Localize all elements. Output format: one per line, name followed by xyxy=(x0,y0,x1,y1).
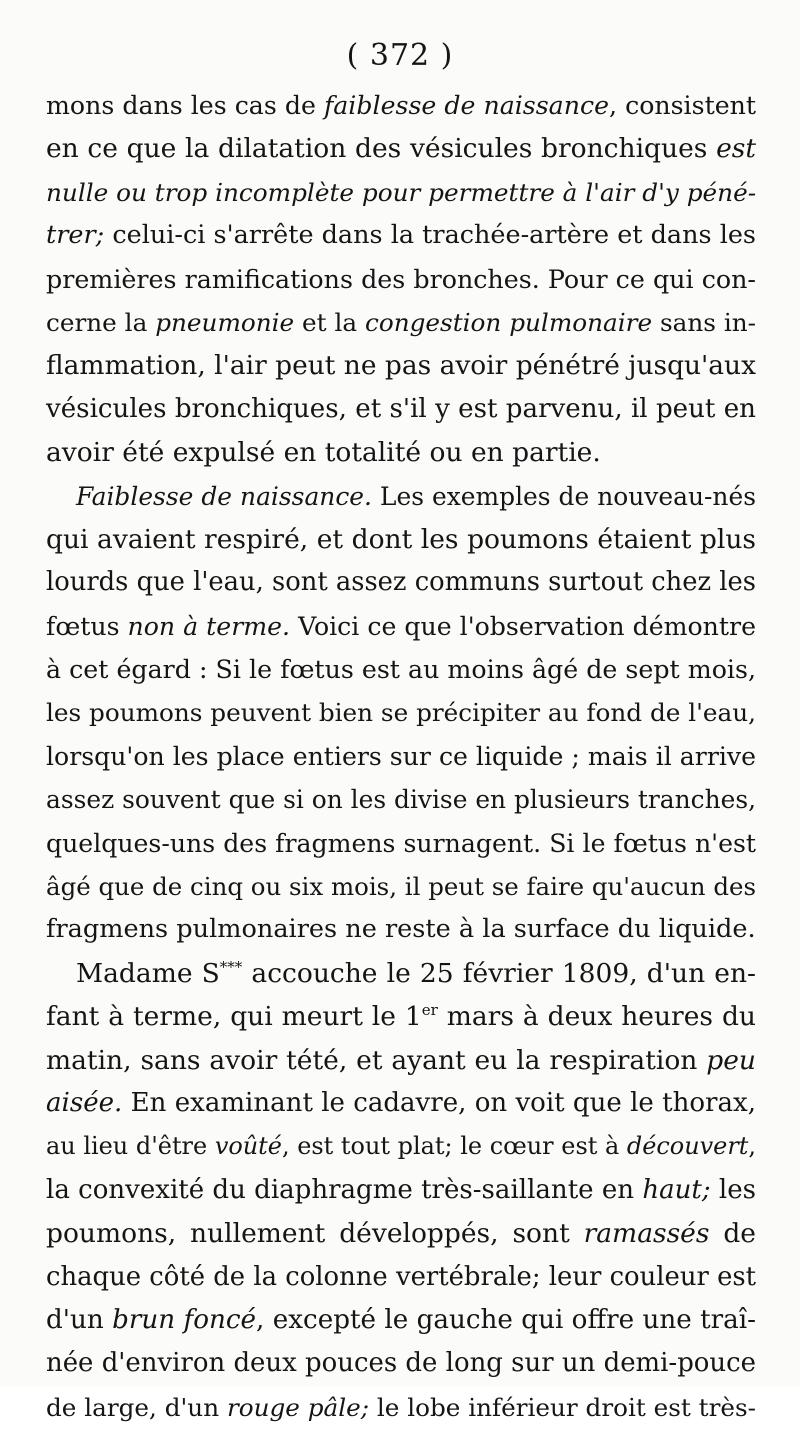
text-segment: accouche le 25 février 1809, d'un en- xyxy=(242,957,756,989)
text-line xyxy=(46,1082,756,1125)
text-line xyxy=(46,1169,756,1212)
text-segment: vésicules bronchiques, et s'il y est parvenu, il peut en xyxy=(46,393,756,424)
italic-text: est xyxy=(716,133,756,165)
text-line xyxy=(46,735,756,778)
italic-text: ramassés xyxy=(583,1218,710,1250)
italic-text: Faiblesse de naissance. xyxy=(76,481,372,511)
text-segment: mars à deux heures du xyxy=(437,1001,756,1033)
text-segment: née d'environ deux pouces de long sur un demi-pouce xyxy=(46,1348,756,1379)
text-segment: d'un xyxy=(46,1304,113,1335)
text-segment: les xyxy=(710,1174,756,1205)
text-line xyxy=(46,388,756,431)
text-line xyxy=(46,301,756,344)
italic-text: rouge pâle; xyxy=(226,1392,370,1422)
text-line xyxy=(46,1125,756,1168)
text-segment: lorsqu'on les place entiers sur ce liquide ; mais il arrive xyxy=(46,741,756,771)
italic-text: faiblesse de naissance xyxy=(323,91,610,120)
text-line xyxy=(46,127,756,170)
text-segment: , est tout plat; le cœur est à xyxy=(281,1132,627,1161)
italic-text: non à terme. xyxy=(127,611,291,641)
text-segment: chaque côté de la colonne vertébrale; leur couleur est xyxy=(46,1261,757,1292)
text-line xyxy=(46,475,756,518)
text-line xyxy=(46,214,756,257)
text-segment: de large, d'un xyxy=(46,1392,227,1422)
text-line xyxy=(46,258,756,301)
text-segment: avoir été expulsé en totalité ou en partie. xyxy=(46,437,601,469)
text-segment: et la xyxy=(294,307,365,337)
text-line xyxy=(46,691,756,734)
text-segment: mons dans les cas de xyxy=(46,91,324,120)
text-segment: celui-ci s'arrête dans la trachée-artère et dans les xyxy=(104,220,756,251)
text-line xyxy=(46,1212,756,1255)
italic-text: voûté xyxy=(214,1132,282,1161)
text-segment: , consistent xyxy=(609,91,757,120)
text-segment: fœtus xyxy=(46,611,128,641)
text-line xyxy=(46,1299,756,1342)
page-number-header: ( 372 ) xyxy=(346,38,454,73)
text-line xyxy=(46,778,756,821)
text-line xyxy=(46,1256,756,1299)
text-segment: Les exemples de nouveau-nés xyxy=(371,481,756,511)
italic-text: découvert xyxy=(626,1132,749,1161)
text-segment: cerne la xyxy=(46,307,156,337)
text-line xyxy=(46,605,756,648)
italic-text: pneumonie xyxy=(155,307,295,337)
text-segment: qui avaient respiré, et dont les poumons étaient plus xyxy=(46,523,756,555)
text-segment: premières ramifications des bronches. Pour ce qui con- xyxy=(46,263,756,294)
text-line xyxy=(46,84,756,127)
text-segment: quelques-uns des fragmens surnagent. Si le fœtus n'est xyxy=(46,828,756,858)
text-segment: fragmens pulmonaires ne reste à la surface du liquide. xyxy=(46,914,756,945)
text-segment: assez souvent que si on les divise en plusieurs tranches, xyxy=(46,785,756,815)
text-segment: Voici ce que l'observation démontre xyxy=(290,611,756,641)
text-line xyxy=(46,908,756,951)
italic-text: aisée. xyxy=(46,1087,123,1118)
text-segment: En examinant le cadavre, on voit que le thorax, xyxy=(122,1087,756,1118)
text-line xyxy=(46,822,756,865)
superscript-text: er xyxy=(421,1001,438,1020)
text-line xyxy=(46,1039,756,1082)
body-text xyxy=(46,84,756,1429)
italic-text: nulle ou trop incomplète pour permettre à l'air d'y péné- xyxy=(46,177,757,207)
text-segment: âgé que de cinq ou six mois, il peut se faire qu'aucun des xyxy=(46,872,756,902)
text-line xyxy=(46,561,756,604)
text-segment: les poumons peuvent bien se précipiter au fond de l'eau, xyxy=(46,698,756,728)
text-line xyxy=(46,344,756,387)
text-segment: Madame S xyxy=(76,957,220,989)
text-segment: à cet égard : Si le fœtus est au moins âgé de sept mois, xyxy=(46,655,756,685)
text-segment: au lieu d'être xyxy=(46,1132,215,1161)
text-segment: sans in- xyxy=(652,307,756,337)
text-line xyxy=(46,518,756,561)
text-segment: , xyxy=(748,1132,756,1161)
superscript-text: *** xyxy=(219,957,243,976)
text-line xyxy=(46,431,756,474)
text-segment: , excepté le gauche qui offre une traî- xyxy=(256,1304,756,1335)
text-line xyxy=(46,952,756,995)
text-line xyxy=(46,865,756,908)
text-segment: de xyxy=(709,1218,756,1250)
text-segment: flammation, l'air peut ne pas avoir pénétré jusqu'aux xyxy=(46,350,756,382)
text-line xyxy=(46,995,756,1038)
italic-text: peu xyxy=(706,1044,756,1076)
text-segment: le lobe inférieur droit est très- xyxy=(369,1392,756,1422)
text-segment: en ce que la dilatation des vésicules bronchiques xyxy=(46,133,717,165)
text-line xyxy=(46,1342,756,1385)
text-line xyxy=(46,1386,756,1429)
text-line xyxy=(46,648,756,691)
text-line xyxy=(46,171,756,214)
text-segment: poumons, nullement développés, sont xyxy=(46,1218,584,1250)
text-segment: lourds que l'eau, sont assez communs surtout chez les xyxy=(46,567,756,598)
italic-text: haut; xyxy=(642,1174,711,1205)
text-segment: la convexité du diaphragme très-saillante en xyxy=(46,1174,643,1205)
italic-text: brun foncé xyxy=(112,1304,257,1335)
italic-text: congestion pulmonaire xyxy=(364,307,653,337)
text-segment: fant à terme, qui meurt le 1 xyxy=(46,1001,422,1033)
text-segment: matin, sans avoir tété, et ayant eu la respiration xyxy=(46,1044,707,1076)
italic-text: trer; xyxy=(46,220,105,251)
